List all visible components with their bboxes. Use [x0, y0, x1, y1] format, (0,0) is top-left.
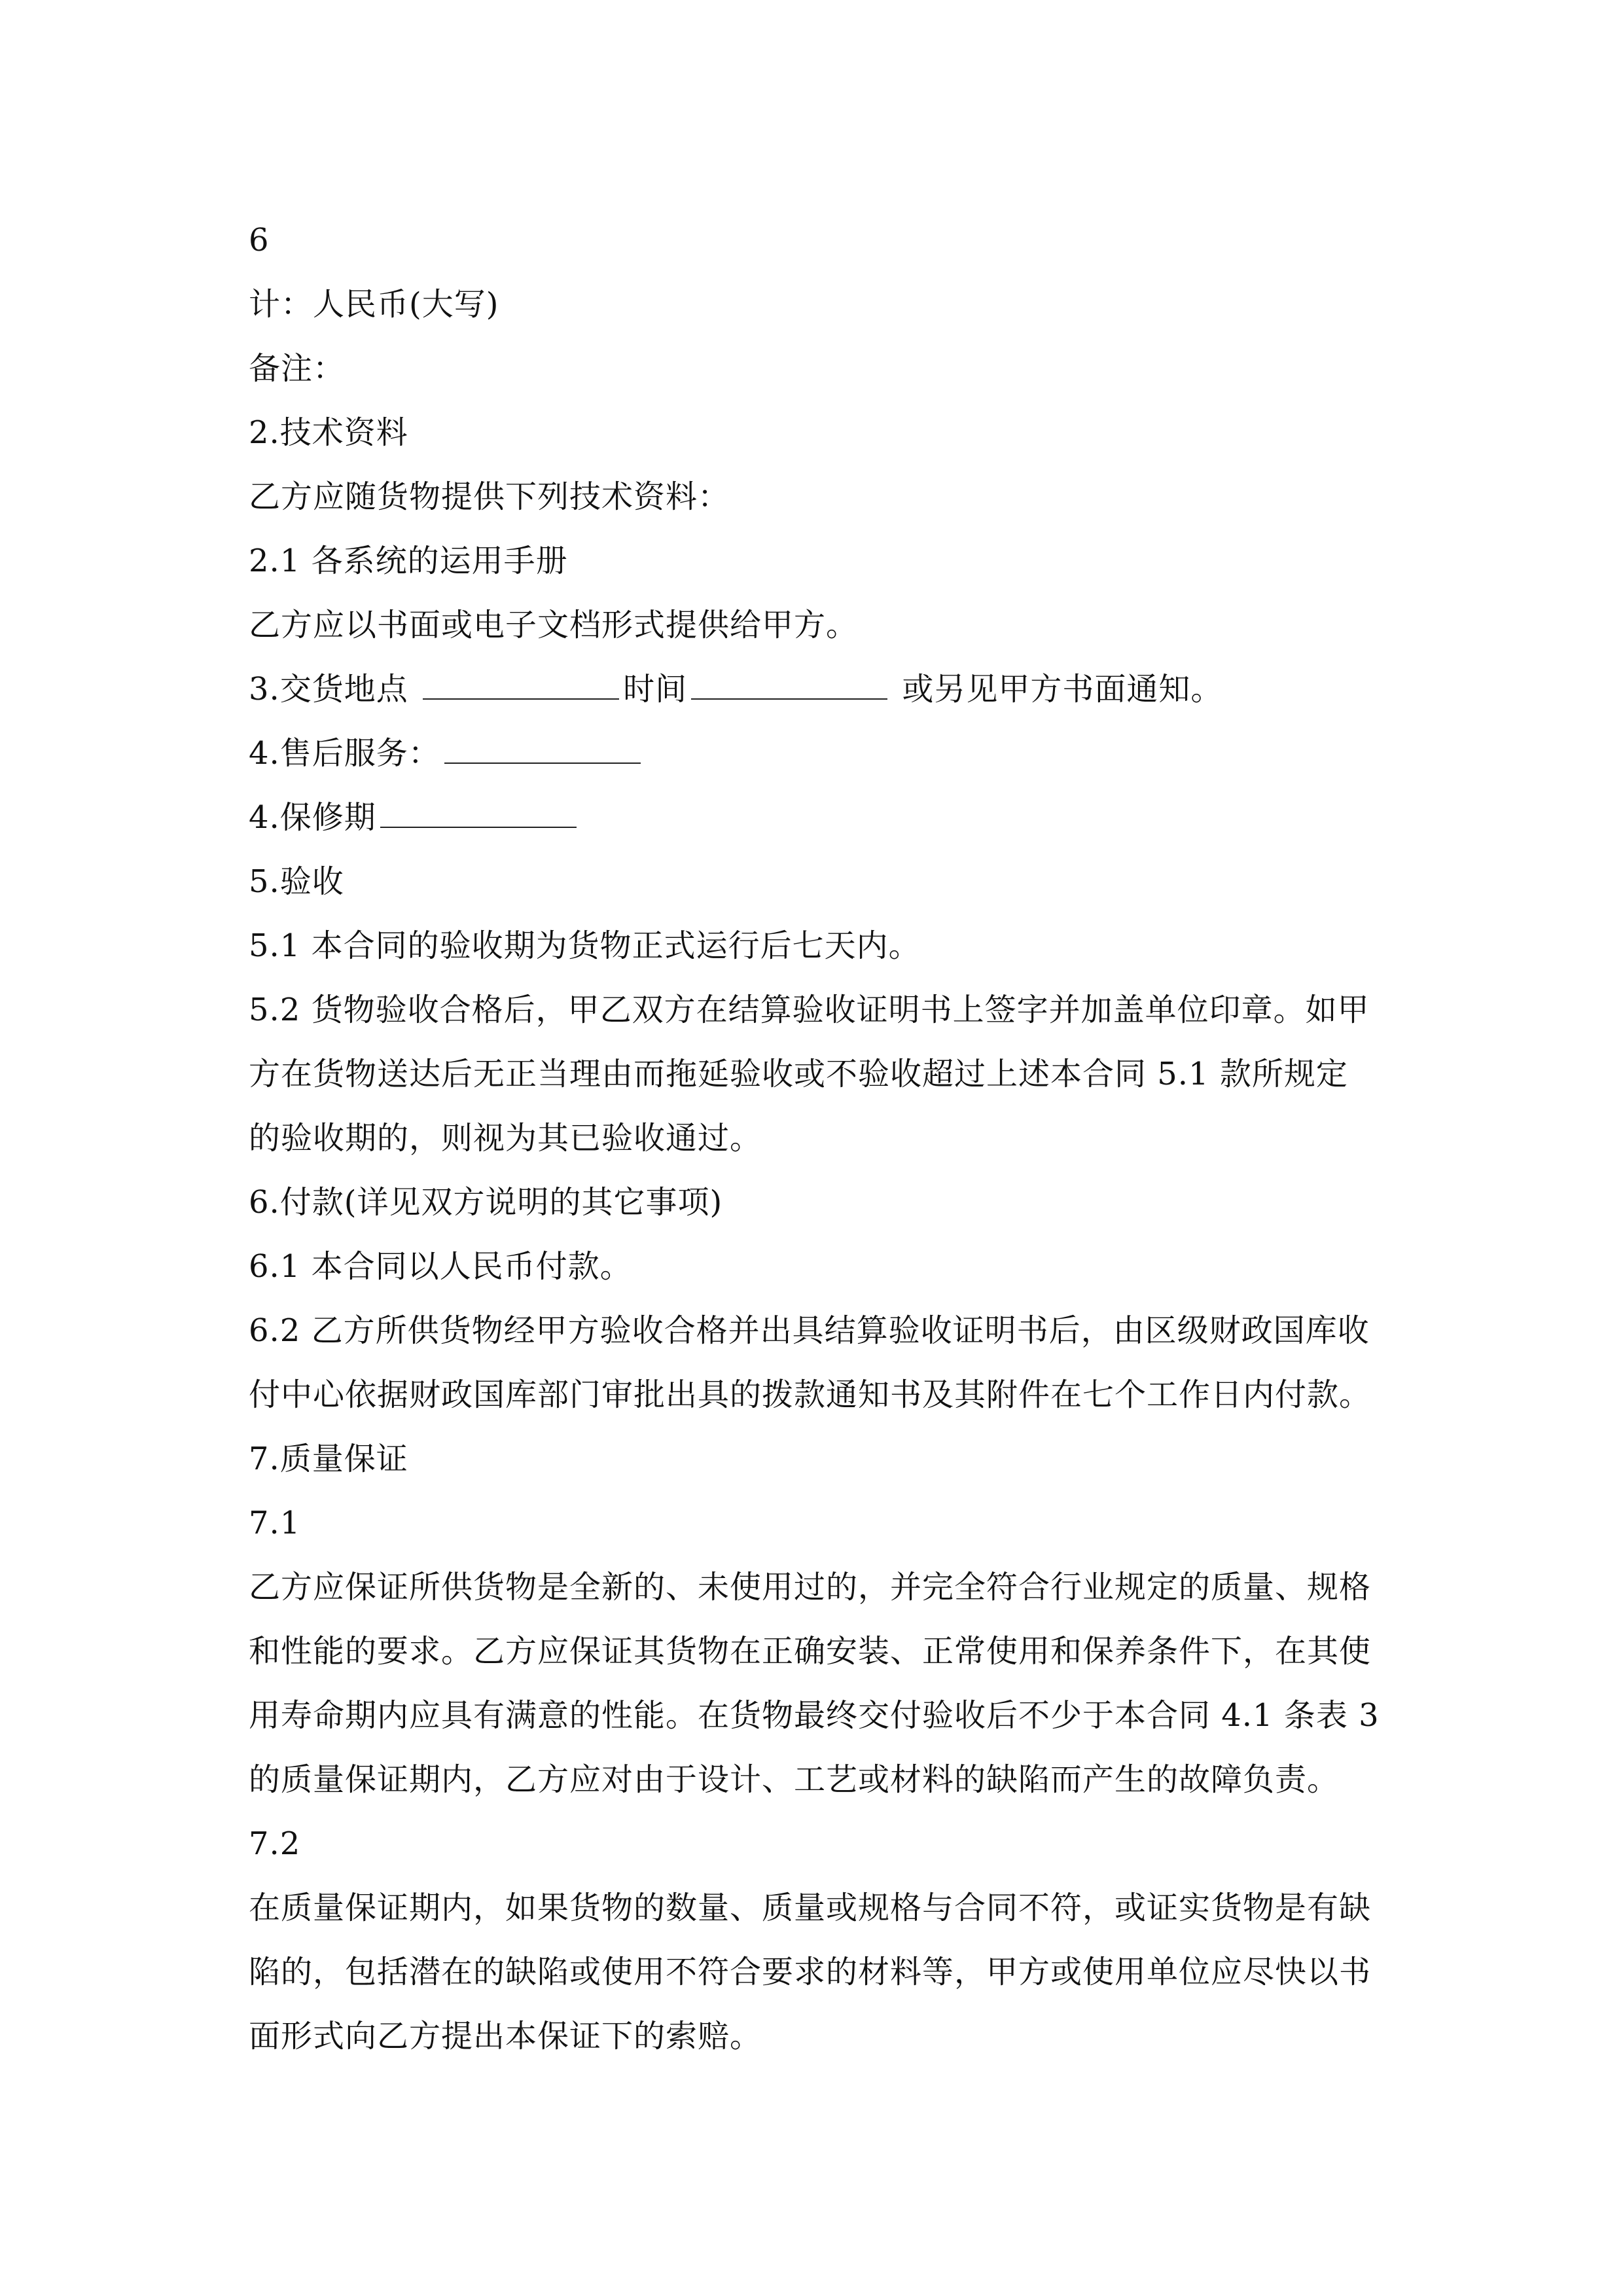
clause-7-1-line-1: 乙方应保证所供货物是全新的、未使用过的，并完全符合行业规定的质量、规格	[249, 1569, 1372, 1605]
after-sales-label: 4.售后服务：	[249, 735, 440, 772]
technical-docs-intro: 乙方应随货物提供下列技术资料：	[249, 478, 730, 515]
remarks-line: 备注：	[249, 350, 346, 387]
clause-7-2-line-2: 陷的，包括潜在的缺陷或使用不符合要求的材料等，甲方或使用单位应尽快以书	[249, 1954, 1372, 1990]
delivery-time-label: 时间	[623, 671, 688, 708]
clause-7-1-line-3: 用寿命期内应具有满意的性能。在货物最终交付验收后不少于本合同 4.1 条表 3	[249, 1697, 1380, 1734]
clause-7-1-number: 7.1	[249, 1505, 301, 1541]
clause-2-1: 2.1 各系统的运用手册	[249, 543, 568, 579]
clause-6-1: 6.1 本合同以人民币付款。	[249, 1248, 632, 1285]
section-technical-docs-heading: 2.技术资料	[249, 414, 408, 451]
page-number-line: 6	[249, 222, 270, 259]
section-acceptance-heading: 5.验收	[249, 863, 344, 900]
total-rmb-line: 计：人民币(大写)	[249, 286, 499, 323]
delivery-time-blank	[691, 672, 887, 700]
clause-6-2-line-2: 付中心依据财政国库部门审批出具的拨款通知书及其附件在七个工作日内付款。	[249, 1376, 1372, 1413]
warranty-blank	[380, 800, 577, 828]
clause-2-1-detail: 乙方应以书面或电子文档形式提供给甲方。	[249, 607, 859, 643]
clause-7-2-line-1: 在质量保证期内，如果货物的数量、质量或规格与合同不符，或证实货物是有缺	[249, 1890, 1372, 1926]
delivery-location-blank	[423, 672, 619, 700]
delivery-notice-text: 或另见甲方书面通知。	[902, 671, 1223, 708]
document-body	[249, 208, 1400, 2068]
clause-7-1-line-2: 和性能的要求。乙方应保证其货物在正确安装、正常使用和保养条件下，在其使	[249, 1633, 1372, 1670]
after-sales-blank	[444, 736, 641, 764]
clause-7-1-line-4: 的质量保证期内，乙方应对由于设计、工艺或材料的缺陷而产生的故障负责。	[249, 1761, 1340, 1798]
clause-5-2-line-3: 的验收期的，则视为其已验收通过。	[249, 1120, 762, 1157]
after-sales-line	[249, 721, 1400, 785]
delivery-line	[249, 657, 1400, 721]
clause-5-2-line-1: 5.2 货物验收合格后，甲乙双方在结算验收证明书上签字并加盖单位印章。如甲	[249, 992, 1370, 1028]
section-quality-heading: 7.质量保证	[249, 1441, 408, 1477]
clause-7-2-number: 7.2	[249, 1825, 301, 1862]
clause-7-2-line-3: 面形式向乙方提出本保证下的索赔。	[249, 2018, 762, 2054]
clause-5-2-line-2: 方在货物送达后无正当理由而拖延验收或不验收超过上述本合同 5.1 款所规定	[249, 1056, 1348, 1092]
clause-5-1: 5.1 本合同的验收期为货物正式运行后七天内。	[249, 927, 921, 964]
warranty-label: 4.保修期	[249, 799, 376, 836]
warranty-line	[249, 785, 1400, 850]
section-payment-heading: 6.付款(详见双方说明的其它事项)	[249, 1184, 723, 1221]
clause-6-2-line-1: 6.2 乙方所供货物经甲方验收合格并出具结算验收证明书后，由区级财政国库收	[249, 1312, 1370, 1349]
delivery-location-label: 3.交货地点	[249, 671, 408, 708]
